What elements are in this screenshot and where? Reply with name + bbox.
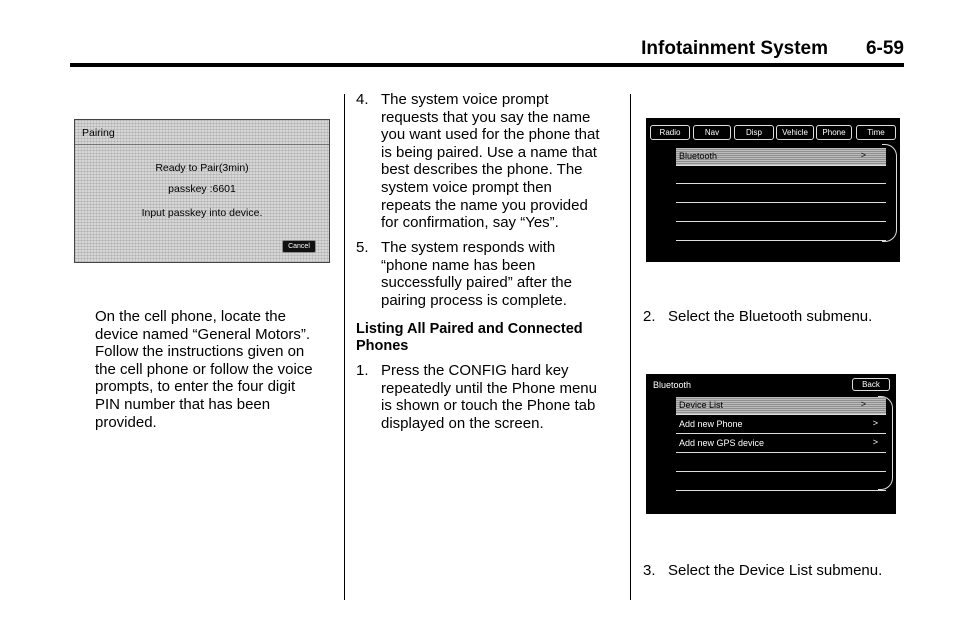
config-screen-image — [646, 118, 900, 262]
menu-row-empty — [676, 223, 886, 241]
step-line: displayed on the screen. — [381, 414, 544, 432]
menu-row-add-new-phone — [676, 416, 886, 434]
pairing-passkey: passkey :6601 — [168, 183, 236, 195]
paragraph-line: PIN number that has been — [95, 395, 271, 413]
row-divider — [676, 471, 886, 472]
paragraph-line: Follow the instructions given on — [95, 343, 305, 361]
step-line: system voice prompt then — [381, 178, 552, 196]
tab-phone: Phone — [816, 125, 852, 140]
menu-row-bluetooth — [676, 148, 886, 166]
paragraph-line: the cell phone or follow the voice — [95, 360, 313, 378]
section-subheading — [356, 321, 626, 355]
step-line: is being paired. Use a name that — [381, 143, 597, 161]
paragraph-line: On the cell phone, locate the — [95, 308, 286, 325]
row-divider — [676, 202, 886, 203]
pairing-status: Ready to Pair(3min) — [155, 162, 249, 174]
step-number: 2. — [643, 308, 656, 325]
pairing-paragraph — [95, 308, 340, 431]
tab-time: Time — [856, 125, 896, 140]
paragraph-line: provided. — [95, 413, 157, 431]
row-divider — [676, 452, 886, 453]
menu-row-empty — [676, 454, 886, 472]
row-divider — [676, 433, 886, 434]
paragraph-line: prompts, to enter the four digit — [95, 378, 296, 396]
row-divider — [676, 414, 886, 415]
step-number: 5. — [356, 239, 369, 256]
row-label: Add new GPS device — [679, 438, 765, 448]
row-label: Bluetooth — [679, 151, 718, 161]
bluetooth-screen-image — [646, 374, 896, 514]
step-line: you want used for the phone that — [381, 126, 600, 144]
tab-nav: Nav — [693, 125, 731, 140]
step-number: 3. — [643, 562, 656, 579]
menu-row-device-list — [676, 397, 886, 415]
step-number: 1. — [356, 362, 369, 379]
header-rule — [70, 63, 904, 67]
pairing-titlebar — [75, 120, 329, 145]
menu-row-add-new-gps — [676, 435, 886, 453]
pairing-cancel-button: Cancel — [282, 240, 316, 253]
caption-text: Select the Device List submenu. — [668, 562, 883, 579]
menu-row-empty — [676, 473, 886, 491]
row-divider — [676, 221, 886, 222]
step-line: for confirmation, say “Yes”. — [381, 214, 559, 232]
step-line: repeats the name you provided — [381, 196, 588, 214]
column-divider-right — [630, 94, 631, 600]
step-line: is shown or touch the Phone tab — [381, 397, 596, 415]
step-line: successfully paired” after the — [381, 274, 572, 292]
row-divider — [676, 240, 886, 241]
step-line: The system voice prompt — [381, 91, 549, 108]
row-label: Device List — [679, 400, 724, 410]
menu-row-empty — [676, 185, 886, 203]
subheading-line: Listing All Paired and Connected — [356, 321, 583, 337]
tab-disp: Disp — [734, 125, 774, 140]
back-button: Back — [852, 378, 890, 391]
caption-text: Select the Bluetooth submenu. — [668, 308, 873, 325]
step-line: best describes the phone. The — [381, 161, 583, 179]
paragraph-line: device named “General Motors”. — [95, 325, 311, 343]
chevron-right-icon: > — [872, 437, 878, 447]
step-line: repeatedly until the Phone menu — [381, 379, 597, 397]
row-divider — [676, 183, 886, 184]
menu-row-empty — [676, 166, 886, 184]
menu-row-empty — [676, 204, 886, 222]
chevron-right-icon: > — [860, 150, 866, 160]
pairing-title: Pairing — [82, 127, 115, 139]
pairing-instruction: Input passkey into device. — [141, 207, 263, 219]
step-line: requests that you say the name — [381, 108, 591, 126]
page-header — [70, 36, 904, 66]
chevron-right-icon: > — [860, 399, 866, 409]
subheading-line: Phones — [356, 338, 409, 354]
row-divider — [676, 490, 886, 491]
step-line: “phone name has been — [381, 256, 536, 274]
step-line: The system responds with — [381, 239, 556, 256]
page-number: 6-59 — [865, 38, 904, 59]
chevron-right-icon: > — [872, 418, 878, 428]
step-line: pairing process is complete. — [381, 291, 567, 309]
step-line: Press the CONFIG hard key — [381, 362, 569, 379]
row-label: Add new Phone — [679, 419, 743, 429]
pairing-screen-image — [74, 119, 330, 263]
section-title: Infotainment System — [641, 38, 828, 59]
tab-vehicle: Vehicle — [776, 125, 814, 140]
bluetooth-screen-title: Bluetooth — [653, 380, 692, 390]
step-number: 4. — [356, 91, 369, 108]
tab-radio: Radio — [650, 125, 690, 140]
column-divider-left — [344, 94, 345, 600]
